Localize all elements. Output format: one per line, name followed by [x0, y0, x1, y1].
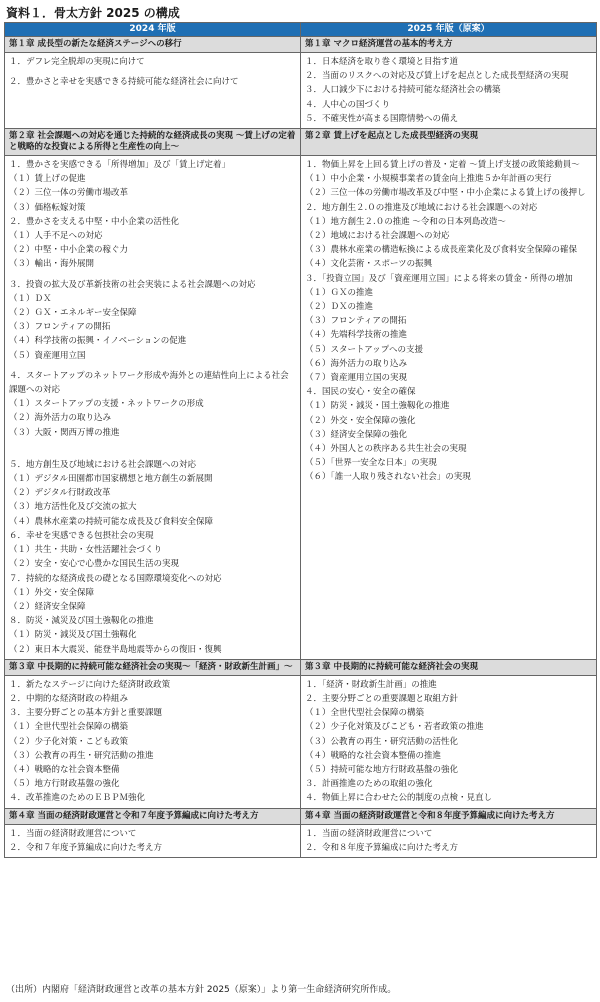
table-body [5, 37, 597, 858]
section-item: １．「経済・財政新生計画」の推進 [305, 679, 437, 690]
chapter-2025: 第４章 当面の経済財政運営と令和８年度予算編成に向けた考え方 [301, 808, 597, 824]
list-item: （２）中堅・中小企業の稼ぐ力 [9, 245, 129, 256]
list-item: （５）持続可能な地方行財政基盤の強化 [305, 764, 459, 775]
section-item: ７．持続的な経済成長の礎となる国際環境変化への対応 [9, 573, 222, 584]
list-item: （３）フロンティアの開拓 [305, 316, 407, 327]
list-item: （４）先端科学技術の推進 [305, 330, 408, 341]
list-item: （３）経済安全保障の強化 [305, 429, 408, 440]
section-item: ３．計画推進のための取組の強化 [305, 779, 433, 790]
section-item: １．豊かさを実感できる「所得増加」及び「賃上げ定着」 [9, 160, 231, 171]
section-item: １．日本経済を取り巻く環境と目指す道 [305, 57, 459, 67]
list-item: （３）公教育の再生・研究活動の活性化 [305, 736, 459, 747]
section-item: １．新たなステージに向けた経済財政政策 [9, 679, 171, 690]
list-item: （３）地方活性化及び交流の拡大 [9, 502, 137, 513]
section-item: ２．令和７年度予算編成に向けた考え方 [9, 842, 163, 853]
list-item: （６）海外活力の取り込み [305, 358, 408, 369]
list-item: （２）少子化対策・こども政策 [9, 736, 129, 747]
list-item: （１）共生・共助・女性活躍社会づくり [9, 545, 163, 556]
list-item: （２）海外活力の取り込み [9, 413, 112, 424]
comparison-table [4, 22, 597, 858]
content-2025 [301, 53, 597, 129]
list-item: （２）少子化対策及びこども・若者政策の推進 [305, 722, 484, 733]
section-item: ８．防災・減災及び国土強靱化の推進 [9, 616, 154, 627]
list-item: （５）スタートアップへの支援 [305, 344, 423, 355]
content-2025 [301, 824, 597, 857]
chapter-2024: 第３章 中長期的に持続可能な経済社会の実現～「経済・財政新生計画」～ [5, 659, 301, 675]
list-item: （１）スタートアップの支援・ネットワークの形成 [9, 399, 204, 410]
section-item: ２．豊かさを支える中堅・中小企業の活性化 [9, 216, 180, 227]
list-item: （４）農林水産業の持続可能な成長及び食料安全保障 [9, 516, 214, 527]
header-2024: 2024 年版 [5, 23, 301, 37]
list-item: （２）安全・安心で心豊かな国民生活の実現 [9, 559, 180, 570]
list-item: （３）価格転嫁対策 [9, 202, 86, 213]
page-title: 資料１．骨太方針 2025 の構成 [6, 6, 180, 20]
content-2024 [5, 824, 301, 857]
content-row [5, 156, 597, 660]
content-2025 [301, 156, 597, 660]
list-item: （１）ＤＸ [9, 293, 52, 304]
list-item: （３）輸出・海外展開 [9, 259, 95, 270]
section-item: ４．国民の安心・安全の確保 [305, 387, 416, 398]
list-item: （２）地域における社会課題への対応 [305, 231, 450, 242]
list-item: （２）三位一体の労働市場改革及び中堅・中小企業による賃上げの後押し [305, 188, 586, 199]
table-header-row [5, 23, 597, 37]
content-2024 [5, 675, 301, 808]
chapter-2024: 第４章 当面の経済財政運営と令和７年度予算編成に向けた考え方 [5, 808, 301, 824]
list-item: （１）全世代型社会保障の構築 [305, 708, 425, 719]
list-item: （１）防災・減災・国土強靱化の推進 [305, 401, 450, 412]
content-2024 [5, 53, 301, 129]
chapter-row [5, 659, 597, 675]
content-2024 [5, 156, 301, 660]
source-footnote: （出所）内閣府「経済財政運営と改革の基本方針 2025（原案）」より第一生命経済研究所作成。 [6, 985, 397, 995]
list-item: （３）大阪・関西万博の推進 [9, 427, 120, 438]
list-item: （５）資産運用立国 [9, 350, 86, 361]
chapter-row [5, 129, 597, 156]
list-item: （１）人手不足への対応 [9, 231, 103, 242]
section-item: ２．主要分野ごとの重要課題と取組方針 [305, 693, 459, 704]
list-item: （１）中小企業・小規模事業者の賃金向上推進５か年計画の実行 [305, 174, 552, 185]
list-item: （４）外国人との秩序ある共生社会の実現 [305, 444, 467, 455]
list-item: （２）外交・安全保障の強化 [305, 415, 416, 426]
list-item: （２）ＤＸの推進 [305, 302, 374, 313]
list-item: （５）地方行財政基盤の強化 [9, 779, 120, 790]
list-item: （４）戦略的な社会資本整備の推進 [305, 750, 442, 761]
section-item: ２．地方創生２.０の推進及び地域における社会課題への対応 [305, 202, 538, 213]
section-item: ３．人口減少下における持続可能な経済社会の構築 [305, 85, 501, 96]
list-item: （１）全世代型社会保障の構築 [9, 722, 129, 733]
list-item: （２）ＧＸ・エネルギー安全保障 [9, 308, 137, 319]
section-item: ３．投資の拡大及び革新技術の社会実装による社会課題への対応 [9, 279, 256, 290]
list-item: （１）防災・減災及び国土強靱化 [9, 630, 137, 641]
section-item: １．当面の経済財政運営について [305, 828, 433, 839]
section-item: ４．改革推進のためのＥＢＰＭ強化 [9, 793, 146, 804]
chapter-row [5, 37, 597, 53]
list-item: （３）公教育の再生・研究活動の推進 [9, 750, 154, 761]
section-item: ４．物価上昇に合わせた公的制度の点検・見直し [305, 793, 493, 804]
section-item: ３．「投資立国」及び「資産運用立国」による将来の賃金・所得の増加 [305, 273, 573, 284]
section-item: １．当面の経済財政運営について [9, 828, 137, 839]
list-item: （１）ＧＸの推進 [305, 287, 374, 298]
content-row [5, 53, 597, 129]
list-item: （３）フロンティアの開拓 [9, 322, 111, 333]
section-item: １．デフレ完全脱却の実現に向けて [9, 57, 145, 67]
list-item: （５）「世界一安全な日本」の実現 [305, 458, 437, 469]
section-item: ３．主要分野ごとの基本方針と重要課題 [9, 708, 163, 719]
chapter-2025: 第１章 マクロ経済運営の基本的考え方 [301, 37, 597, 53]
list-item: （６）「誰一人取り残されない社会」の実現 [305, 472, 471, 483]
section-item: ４．人中心の国づくり [305, 99, 391, 110]
content-2025 [301, 675, 597, 808]
section-item: ６．幸せを実感できる包摂社会の実現 [9, 530, 154, 541]
section-item: ２．中期的な経済財政の枠組み [9, 693, 129, 704]
list-item: （２）デジタル行財政改革 [9, 488, 111, 499]
list-item: （２）東日本大震災、能登半島地震等からの復旧・復興 [9, 644, 222, 655]
chapter-2025: 第３章 中長期的に持続可能な経済社会の実現 [301, 659, 597, 675]
chapter-2024: 第２章 社会課題への対応を通じた持続的な経済成長の実現 ～賃上げの定着と戦略的な投資による所得と生産性の向上～ [5, 129, 301, 156]
list-item: （７）資産運用立国の実現 [305, 373, 408, 384]
section-item: ５．地方創生及び地域における社会課題への対応 [9, 459, 197, 470]
content-row [5, 675, 597, 808]
chapter-row [5, 808, 597, 824]
list-item: （４）科学技術の振興・イノベーションの促進 [9, 336, 187, 347]
list-item: （２）経済安全保障 [9, 601, 86, 612]
list-item: （１）賃上げの促進 [9, 174, 86, 185]
content-row [5, 824, 597, 857]
section-item: ２．当面のリスクへの対応及び賃上げを起点とした成長型経済の実現 [305, 71, 569, 82]
list-item: （４）戦略的な社会資本整備 [9, 764, 120, 775]
chapter-2024: 第１章 成長型の新たな経済ステージへの移行 [5, 37, 301, 53]
section-item: ２．令和８年度予算編成に向けた考え方 [305, 842, 459, 853]
list-item: （１）デジタル田園都市国家構想と地方創生の新展開 [9, 474, 213, 485]
list-item: （３）農林水産業の構造転換による成長産業化及び食料安全保障の確保 [305, 245, 578, 256]
section-item: ４．スタートアップのネットワーク形成や海外との連結性向上による社会課題への対応 [9, 370, 289, 396]
list-item: （２）三位一体の労働市場改革 [9, 188, 129, 199]
list-item: （１）外交・安全保障 [9, 587, 95, 598]
section-item: ５．不確実性が高まる国際情勢への備え [305, 113, 459, 124]
list-item: （４）文化芸術・スポーツの振興 [305, 259, 433, 270]
list-item: （１）地方創生２.０の推進 ～令和の日本列島改造～ [305, 216, 506, 227]
section-item: １．物価上昇を上回る賃上げの普及・定着 ～賃上げ支援の政策総動員～ [305, 160, 580, 171]
section-item: ２．豊かさと幸せを実感できる持続可能な経済社会に向けて [9, 77, 239, 88]
chapter-2025: 第２章 賃上げを起点とした成長型経済の実現 [301, 129, 597, 156]
header-2025: 2025 年版（原案） [301, 23, 597, 37]
